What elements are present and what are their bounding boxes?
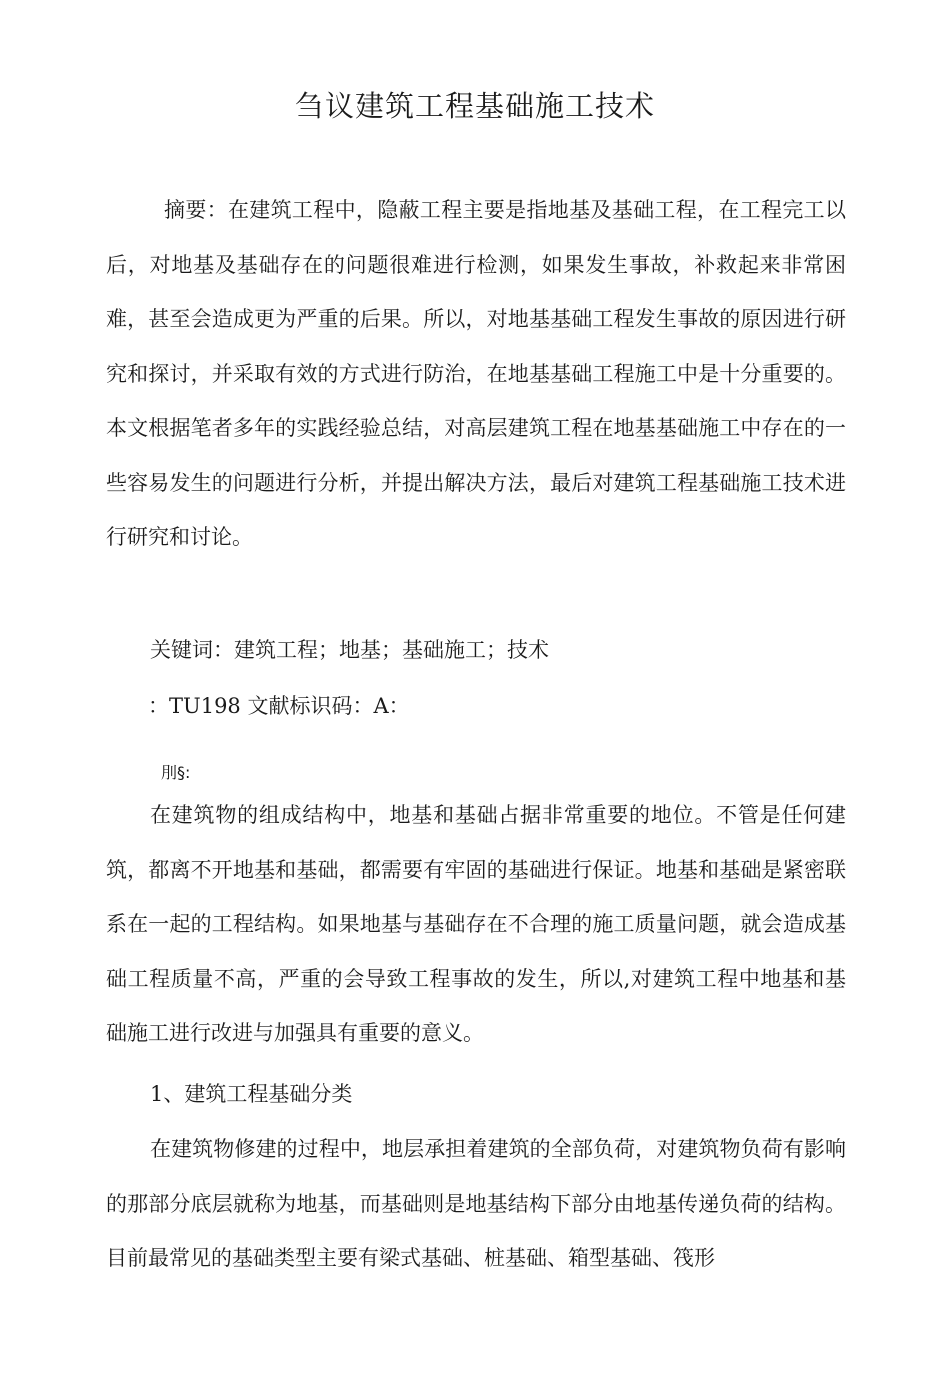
intro-paragraph: 在建筑物的组成结构中，地基和基础占据非常重要的地位。不管是任何建筑，都离不开地基和基础，都需要有牢固的基础进行保证。地基和基础是紧密联系在一起的工程结构。如果地基与基础存在不合理的施工质量问题，就会造成基础工程质量不高，严重的会导致工程事故的发生，所以,对建筑工程中地基和基础施工进行改进与加强具有重要的意义。 — [106, 803, 846, 1045]
document-title: 刍议建筑工程基础施工技术 — [294, 89, 655, 123]
section-paragraph: 在建筑物修建的过程中，地层承担着建筑的全部负荷，对建筑物负荷有影响的那部分底层就称为地基，而基础则是地基结构下部分由地基传递负荷的结构。目前最常见的基础类型主要有梁式基础、桩基础、箱型基础、筏形 — [106, 1137, 846, 1270]
keywords-line: 关键词：建筑工程；地基；基础施工；技术 — [150, 638, 549, 662]
section-heading: 1、建筑工程基础分类 — [150, 1082, 353, 1106]
abstract-paragraph: 摘要：在建筑工程中，隐蔽工程主要是指地基及基础工程，在工程完工以后，对地基及基础存在的问题很难进行检测，如果发生事故，补救起来非常困难，甚至会造成更为严重的后果。所以，对地基基础工程发生事故的原因进行研究和探讨，并采取有效的方式进行防治，在地基基础工程施工中是十分重要的。本文根据笔者多年的实践经验总结，对高层建筑工程在地基基础施工中存在的一些容易发生的问题进行分析，并提出解决方法，最后对建筑工程基础施工技术进行研究和讨论。 — [106, 198, 846, 549]
classification-line: ：TU198 文献标识码：A： — [148, 694, 410, 718]
preface-label: 刖§: — [161, 763, 191, 782]
